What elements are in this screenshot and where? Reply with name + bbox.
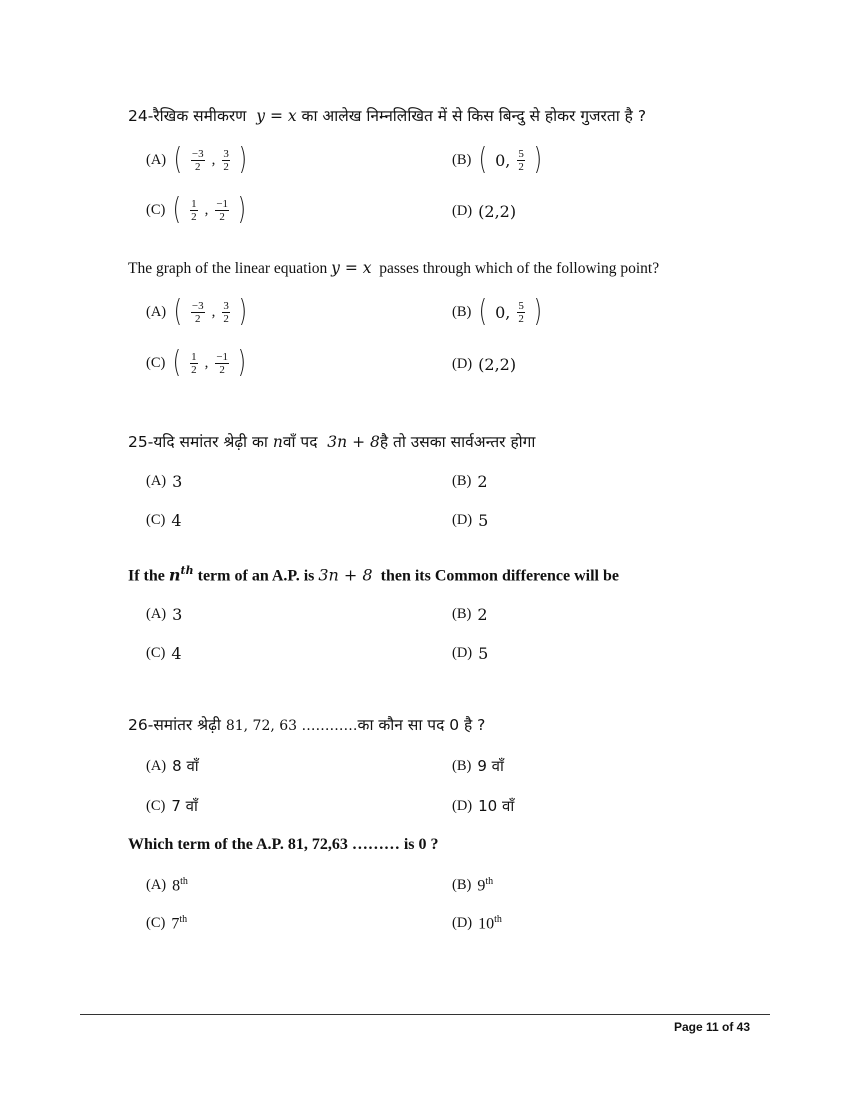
- q24-hindi-equation: y = x: [256, 107, 297, 125]
- page-number: Page 11 of 43: [673, 1020, 750, 1034]
- q25-en-option-c: (C) 4: [146, 644, 182, 663]
- q25-hi-option-b: (B) 2: [452, 472, 488, 491]
- q24-en-option-d: (D) (2,2): [452, 355, 517, 374]
- q26-hi-option-d: (D) 10 वाँ: [452, 797, 515, 815]
- q26-english-question: Which term of the A.P. 81, 72,63 ……… is 0 ?: [128, 836, 439, 853]
- fraction: $\frac{-3}{2}$: [191, 299, 204, 325]
- q24-en-option-c: (C) ( $\frac{1}{2}$ , $\frac{-1}{2}$ ): [146, 345, 246, 380]
- q24-hindi-question: [128, 104, 790, 126]
- footer-divider: [80, 1014, 770, 1015]
- q25-hi-option-d: (D) 5: [452, 511, 489, 530]
- q26-hi-option-a: (A) 8 वाँ: [146, 757, 199, 775]
- fraction: $\frac{5}{2}$: [518, 299, 524, 325]
- fraction: $\frac{-1}{2}$: [216, 350, 229, 376]
- q24-english-question: The graph of the linear equation y = x passes through which of the following point?: [128, 259, 660, 277]
- fraction: $\frac{-1}{2}$: [216, 197, 229, 223]
- q25-hi-option-a: (A) 3: [146, 472, 183, 491]
- fraction: $\frac{3}{2}$: [223, 147, 229, 173]
- q24-en-option-a: (A) ( $\frac{-3}{2}$ , $\frac{3}{2}$ ): [146, 294, 247, 329]
- fraction: $\frac{1}{2}$: [191, 350, 197, 376]
- q24-hi-option-c: (C) ( $\frac{1}{2}$ , $\frac{-1}{2}$ ): [146, 192, 246, 227]
- q26-en-option-c: (C) 7th: [146, 914, 188, 933]
- q24-hi-option-b: (B) ( 0, $\frac{5}{2}$ ): [452, 142, 542, 177]
- q26-hindi-question: 26-समांतर श्रेढ़ी 81, 72, 63 …………का कौन सा पद 0 है ?: [128, 716, 486, 734]
- q24-hi-option-d: (D) (2,2): [452, 202, 517, 221]
- fraction: $\frac{3}{2}$: [223, 299, 229, 325]
- q25-en-option-a: (A) 3: [146, 605, 183, 624]
- q24-english-equation: y = x: [331, 259, 372, 277]
- q25-en-option-b: (B) 2: [452, 605, 488, 624]
- q26-hi-option-c: (C) 7 वाँ: [146, 797, 198, 815]
- q25-english-question: If the $n^{th}$ term of an A.P. is 3n + 8 then its Common difference will be: [128, 564, 619, 585]
- q24-hindi-prefix: 24-रैखिक समीकरण: [128, 107, 247, 125]
- q25-hindi-question: 25-यदि समांतर श्रेढ़ी का nवाँ पद 3n + 8है तो उसका सार्वअन्तर होगा: [128, 433, 536, 451]
- q24-en-option-b: (B) ( 0, $\frac{5}{2}$ ): [452, 294, 542, 329]
- fraction: $\frac{1}{2}$: [191, 197, 197, 223]
- q25-en-option-d: (D) 5: [452, 644, 489, 663]
- q26-en-option-d: (D) 10th: [452, 914, 502, 933]
- q26-en-option-b: (B) 9th: [452, 876, 494, 895]
- fraction: $\frac{-3}{2}$: [191, 147, 204, 173]
- q24-hindi-suffix: का आलेख निम्नलिखित में से किस बिन्दु से होकर गुजरता है ?: [301, 107, 647, 125]
- q26-hi-option-b: (B) 9 वाँ: [452, 757, 504, 775]
- q25-hi-option-c: (C) 4: [146, 511, 182, 530]
- q26-en-option-a: (A) 8th: [146, 876, 188, 895]
- fraction: $\frac{5}{2}$: [518, 147, 524, 173]
- q24-hi-option-a: (A) ( $\frac{-3}{2}$ , $\frac{3}{2}$ ): [146, 142, 247, 177]
